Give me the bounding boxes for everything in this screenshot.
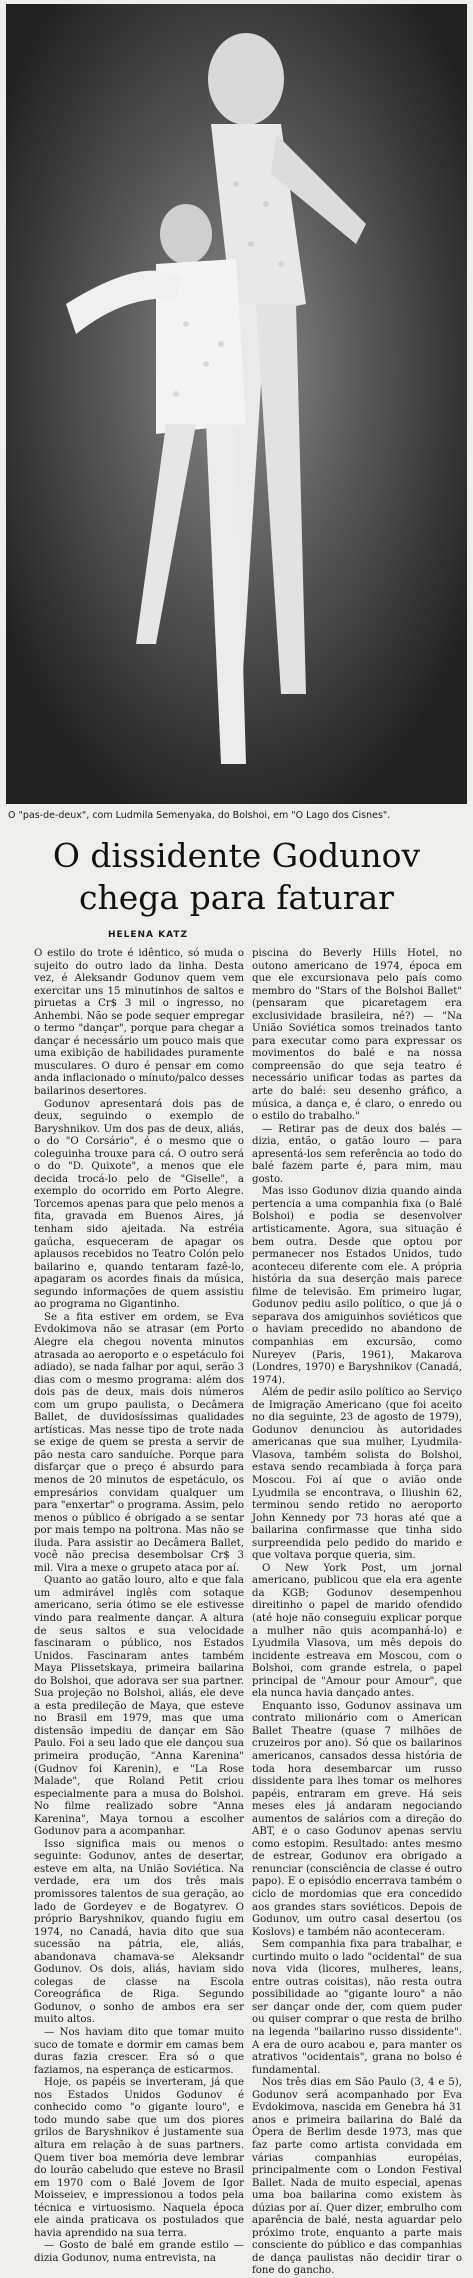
paragraph: Enquanto isso, Godunov assinava um contrato milionário com o American Ballet Theatre (quase 7 milhões de cruzeiros por ano). Só que os bailarinos americanos, cansados dessa história de toda hora desembarcar um russo dissidente para lhes tomar os melhores papéis, entraram em greve. Há seis meses eles já andaram negociando aumentos de salários com a direção do ABT, e o caso Godunov apenas serviu como estopim. Resultado: antes mesmo de estrear, Godunov era obrigado a renunciar (consciência de classe é outro papo). E o episódio encerrava também o ciclo de mordomias que era concedido aos grandes stars soviéticos. Depois de Godunov, um outro casal desertou (os Koslovs) e também não aconteceram. [252, 1700, 462, 1938]
paragraph: — Nos haviam dito que tomar muito suco de tomate e dormir em camas bem duras fazia crescer. Era só o que faziamos, na esperança de esticarmos. [34, 2027, 244, 2076]
paragraph: O estilo do trote é idêntico, só muda o sujeito do outro lado da linha. Desta vez, é Aleksandr Godunov quem vem exercitar uns 15 minutinhos de saltos e piruetas a Cr$ 3 mil o ingresso, no Anhembi. Não se pode sequer empregar o termo "dançar", porque para chegar a dançar é necessário um pouco mais que uma exibição de habilidades puramente musculares. O duro é pensar em como anda inflacionado o mínuto/palco desses bailarinos desertores. [34, 948, 244, 1098]
byline: HELENA KATZ [107, 930, 189, 940]
paragraph: Quanto ao gatão louro, alto e que fala um admirável inglês com sotaque americano, seria ótimo se ele estivesse vindo para realmente dançar. A altura de seus saltos e sua velocidade fascinaram o público, nos Estados Unidos. Fascinaram antes também Maya Plissetskaya, primeira bailarina do Bolshoi, que adorava ser sua partner. Sua projeção no Bolshoi, aliás, ele deve a esta predileção de Maya, que esteve no Brasil em 1979, mas que uma distensão impediu de dançar em São Paulo. Foi a seu lado que ele dançou sua primeira produção, "Anna Karenina" (Gudnov foi Karenin), e "La Rose Malade", que Roland Petit criou especialmente para a musa do Bolshoi. No filme realizado sobre "Anna Karenina", Maya tornou a escolher Godunov para a acompanhar. [34, 1575, 244, 1838]
paragraph: Isso significa mais ou menos o seguinte: Godunov, antes de desertar, esteve em alta, na União Soviética. Na verdade, era um dos três mais promissores talentos de sua geração, ao lado de Gordeyev e de Bogatyrev. O próprio Baryshnikov, quando fugiu em 1974, no Canadá, havia dito que sua sucessão na pátria, ele, aliás, abandonava chamava-se Aleksandr Godunov. Os dois, aliás, haviam sido colegas de classe na Escola Coreográfica de Riga. Segundo Godunov, o sonho de ambos era ser muito altos. [34, 1838, 244, 2026]
right-column [252, 948, 462, 2278]
paragraph: piscina do Beverly Hills Hotel, no outono americano de 1974, época em que ele excursionava pelo país como membro do "Stars of the Bolshoi Ballet" (pensaram que picaretagem era exclusividade brasileira, né?) — "Na União Soviética somos treinados tanto para executar como para expressar os movimentos do balé e na nossa compreensão do que seja teatro é necessário unificar todas as partes da arte do balé: seu desenho gráfico, a música, a dança e, é claro, o enredo ou o estilo do trabalho." [252, 948, 462, 1123]
paragraph: O New York Post, um jornal americano, publicou que ela era agente da KGB; Godunov desempenhou direitinho o papel de marido ofendido (até hoje não conseguiu explicar porque a mulher não quis acompanhá-lo) e Lyudmila Vlasova, um mês depois do incidente estreava em Moscou, com o Bolshoi, com grande estrela, o papel principal de "Amour pour Amour", que ela nunca havia dançado antes. [252, 1562, 462, 1700]
paragraph: Mas isso Godunov dizia quando ainda pertencia a uma companhia fixa (o Balé Bolshoi) e podia se desenvolver artisticamente. Agora, sua situação é bem outra. Desde que optou por permanecer nos Estados Unidos, tudo aconteceu diferente com ele. A própria história da sua deserção mais parece filme de televisão. Em primeiro lugar, Godunov pediu asilo político, o que já o separava dos amiguinhos soviéticos que o haviam precedido no abandono de companhias em excursão, como Nureyev (Paris, 1961), Makarova (Londres, 1970) e Baryshnikov (Canadá, 1974). [252, 1186, 462, 1386]
headline-line-1: O dissidente Godunov [52, 836, 421, 875]
pas-de-deux-illustration [6, 4, 467, 804]
paragraph: Se a fita estiver em ordem, se Eva Evdokimova não se atrasar (em Porto Alegre ela chegou noventa minutos atrasada ao aeroporto e o espetáculo foi adiado), se nada falhar por aqui, serão 3 dias com o mesmo programa: além dos dois pas de deux, mais dois números com um grupo paulista, o Decâmera Ballet, de duvidosíssimas qualidades artísticas. Mas nesse tipo de trote nada se exige de quem se presta a servir de pão nesta caro sanduíche. Porque para disfarçar que o preço é absurdo para menos de 20 minutos de espetáculo, os empresários convidam qualquer um para "enxertar" o programa. Assim, pelo menos o público é obrigado a se sentar por mais tempo na poltrona. Mas não se iluda. Para assistir ao Decâmera Ballet, você não precisa desembolsar Cr$ 3 mil. Vira a mexe o grupeto ataca por aí. [34, 1311, 244, 1574]
headline-line-2: chega para faturar [79, 878, 394, 917]
article-headline [0, 835, 473, 919]
paragraph: — Gosto de balé em grande estilo — dizia Godunov, numa entrevista, na [34, 2240, 244, 2264]
left-column [34, 948, 244, 2265]
paragraph: Nos três dias em São Paulo (3, 4 e 5), Godunov será acompanhado por Eva Evdokimova, nascida em Genebra há 31 anos e primeira bailarina do Balé da Ópera de Berlim desde 1973, mas que faz parte como artista convidada em várias companhias européias, principalmente com o London Festival Ballet. Nada de muito especial, apenas uma boa bailarina como existem às dúzias por aí. Quer dizer, embrulho com aparência de balé, nesta aguardar pelo próximo trote, enquanto a parte mais consciente do público e das companhias de dança paulistas não decidir tirar o fone do gancho. [252, 2077, 462, 2277]
paragraph: Hoje, os papéis se inverteram, já que nos Estados Unidos Godunov é conhecido como "o gigante louro", e todo mundo sabe que um dos piores grilos de Baryshnikov é justamente sua altura em relação à de suas partners. Quem tiver boa memória deve lembrar do lourão cabeludo que esteve no Brasil em 1970 com o Balé Jovem de Igor Moisseiev, e impressionou a todos pela técnica e virtuosismo. Naquela época ele ainda praticava os postulados que havia aprendido na sua terra. [34, 2077, 244, 2239]
paragraph: — Retirar pas de deux dos balés — dizia, então, o gatão louro — para apresentá-los sem referência ao todo do balé fazem parte é, para mim, mau gosto. [252, 1123, 462, 1185]
paragraph: Sem companhia fixa para trabalhar, e curtindo muito o lado "ocidental" de sua nova vida (licores, mulheres, leans, entre outras coisitas), não resta outra possibilidade ao "gigante louro" a não ser dançar onde der, com quem puder ou quiser comprar o que resta de brilho na legenda "bailarino russo dissidente". A era de ouro acabou e, para manter os atrativos "ocidentais", grana no bolso é fundamental. [252, 1939, 462, 2076]
photo-caption: O "pas-de-deux", com Ludmila Semenyaka, do Bolshoi, em "O Lago dos Cisnes". [8, 810, 391, 821]
ballet-photo [6, 4, 467, 804]
paragraph: Godunov apresentará dois pas de deux, seguindo o exemplo de Baryshnikov. Um dos pas de deux, aliás, o do "O Corsário", é o mesmo que o coleguinha trouxe para cá. O outro será o do "D. Quixote", a menos que ele decida trocá-lo pelo de "Giselle", a exemplo do ocorrido em Porto Alegre. Torcemos apenas para que pelo menos a fita, gravada em Buenos Aires, já tenham sido ajeitada. Na estréia gaúcha, esqueceram de apagar os aplausos recebidos no Teatro Colón pelo bailarino e, quando tentaram fazê-lo, apagaram os acordes finais da música, segundo informações de quem assistiu ao programa no Gigantinho. [34, 1098, 244, 1311]
paragraph: Além de pedir asilo político ao Serviço de Imigração Americano (que foi aceito no dia seguinte, 23 de agosto de 1979), Godunov denunciou às autoridades americanas que sua mulher, Lyudmila-Vlasova, também solista do Bolshoi, estava sendo recambiada à força para Moscou. Foi aí que o avião onde Lyudmila se encontrava, o Iliushin 62, terminou sendo retido no aeroporto John Kennedy por 73 horas até que a bailarina confirmasse que tinha sido surpreendida pelo pedido do marido e que voltava porque queria, sim. [252, 1387, 462, 1562]
